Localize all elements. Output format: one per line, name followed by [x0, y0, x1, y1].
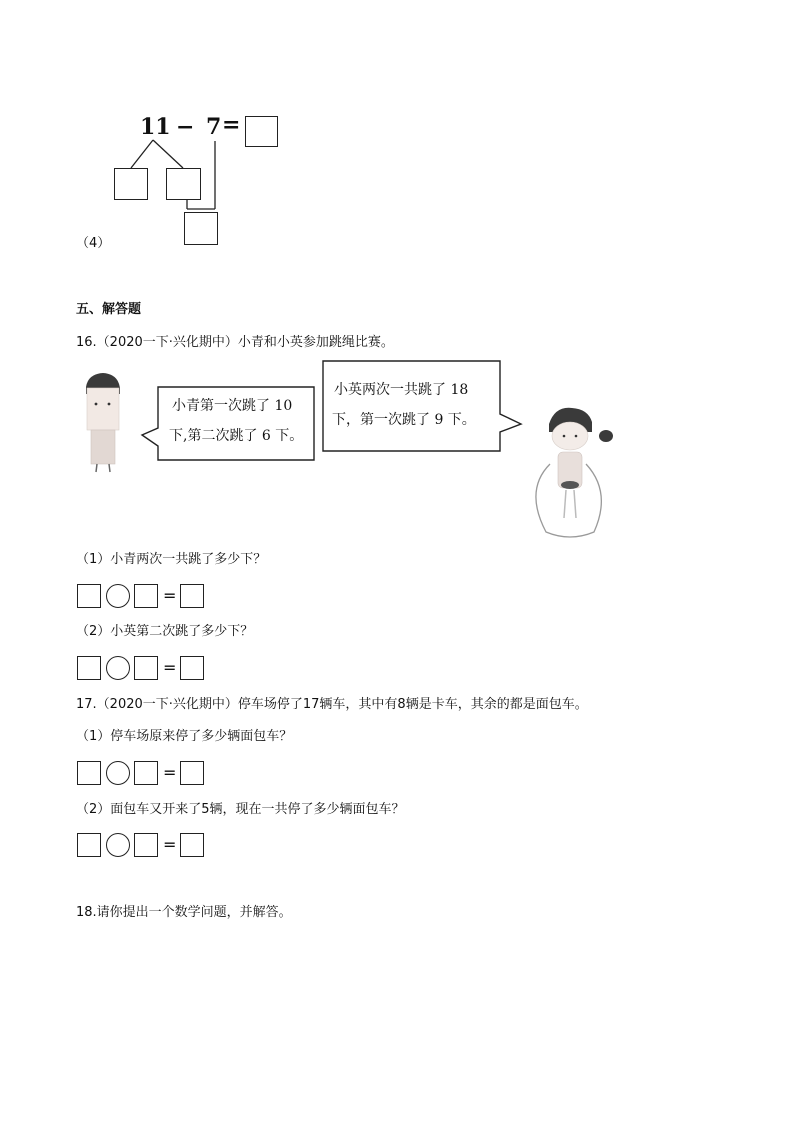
- q4-split-box-left[interactable]: [114, 168, 148, 200]
- q4-num-b: 7: [206, 114, 222, 140]
- operator-circle[interactable]: [106, 833, 130, 857]
- q16-sub1-text: （1）小青两次一共跳了多少下？: [76, 552, 267, 567]
- q16-illustration: [76, 360, 621, 542]
- q17-stem: 17.（2020一下·兴化期中）停车场停了17辆车，其中有8辆是卡车，其余的都是面包车。: [76, 697, 588, 712]
- operator-circle[interactable]: [106, 584, 130, 608]
- q4-equals-sign: =: [222, 112, 241, 138]
- bubble-right-shape: [323, 361, 521, 451]
- answer-box[interactable]: [77, 761, 101, 785]
- answer-box[interactable]: [134, 761, 158, 785]
- q16-sub2-text: （2）小英第二次跳了多少下？: [76, 624, 254, 639]
- q16-stem: 16.（2020一下·兴化期中）小青和小英参加跳绳比赛。: [76, 335, 394, 350]
- answer-box[interactable]: [134, 656, 158, 680]
- girl-figure: [536, 408, 613, 537]
- q18-stem: 18.请你提出一个数学问题，并解答。: [76, 905, 292, 920]
- answer-box[interactable]: [77, 584, 101, 608]
- operator-circle[interactable]: [106, 656, 130, 680]
- equals-sign: =: [163, 586, 177, 605]
- q4-split-line-right: [153, 140, 183, 168]
- q4-num-a: 11: [140, 114, 171, 140]
- bubble-left-line1: 小青第一次跳了 10: [172, 398, 293, 414]
- result-box[interactable]: [180, 761, 204, 785]
- equals-sign: =: [163, 658, 177, 677]
- q4-split-line-left: [131, 140, 153, 168]
- q4-sub-result-box[interactable]: [184, 212, 218, 245]
- bubble-right-line2: 下，第一次跳了 9 下。: [332, 412, 476, 428]
- operator-circle[interactable]: [106, 761, 130, 785]
- q4-split-box-right[interactable]: [166, 168, 201, 200]
- q17-sub2-text: （2）面包车又开来了5辆，现在一共停了多少辆面包车？: [76, 802, 405, 817]
- answer-box[interactable]: [77, 656, 101, 680]
- result-box[interactable]: [180, 656, 204, 680]
- q17-sub1-text: （1）停车场原来停了多少辆面包车？: [76, 729, 293, 744]
- answer-box[interactable]: [134, 833, 158, 857]
- bubble-right-line1: 小英两次一共跳了 18: [334, 382, 469, 398]
- equals-sign: =: [163, 763, 177, 782]
- answer-box[interactable]: [134, 584, 158, 608]
- result-box[interactable]: [180, 833, 204, 857]
- section-title: 五、解答题: [76, 302, 142, 317]
- boy-figure: [86, 373, 120, 472]
- answer-box[interactable]: [77, 833, 101, 857]
- q4-split-lines: [0, 0, 300, 250]
- bubble-left-line2: 下,第二次跳了 6 下。: [169, 428, 304, 444]
- result-box[interactable]: [180, 584, 204, 608]
- equals-sign: =: [163, 835, 177, 854]
- q4-label: （4）: [76, 236, 111, 251]
- q4-minus-sign: −: [176, 114, 195, 140]
